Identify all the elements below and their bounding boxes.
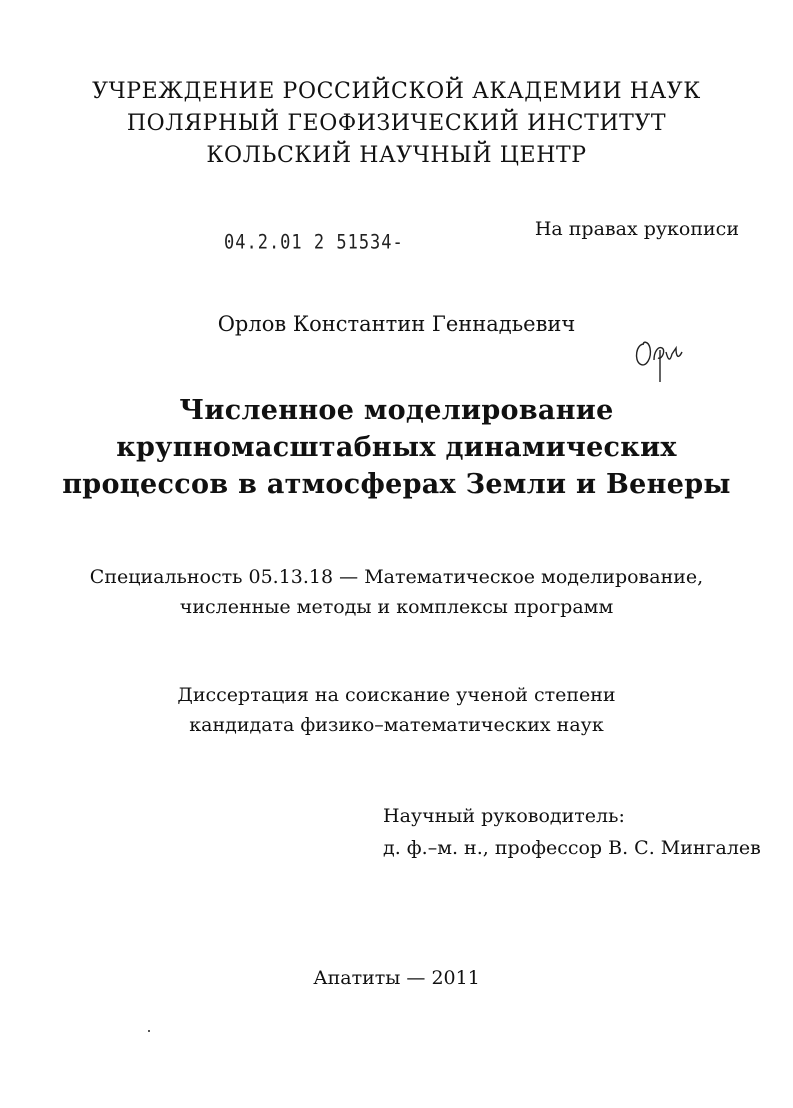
supervisor-name: д. ф.–м. н., профессор В. С. Мингалев bbox=[383, 837, 761, 859]
place-and-year: Апатиты — 2011 bbox=[313, 967, 480, 989]
rights-note: На правах рукописи bbox=[534, 218, 739, 240]
thesis-title-line-3: процессов в атмосферах Земли и Венеры bbox=[62, 469, 731, 500]
author-signature bbox=[632, 330, 692, 386]
supervisor-label: Научный руководитель: bbox=[383, 805, 625, 827]
institution-line-3: КОЛЬСКИЙ НАУЧНЫЙ ЦЕНТР bbox=[206, 143, 587, 168]
supervisor-block bbox=[383, 800, 761, 864]
thesis-title-line-2: крупномасштабных динамических bbox=[116, 432, 677, 463]
specialty-line-2: численные методы и комплексы программ bbox=[179, 596, 614, 618]
dissertation-line-2: кандидата физико–математических наук bbox=[189, 714, 604, 736]
dissertation-line-1: Диссертация на соискание ученой степени bbox=[177, 684, 616, 706]
thesis-title-line-1: Численное моделирование bbox=[179, 395, 614, 426]
institution-line-2: ПОЛЯРНЫЙ ГЕОФИЗИЧЕСКИЙ ИНСТИТУТ bbox=[126, 111, 667, 136]
library-stamp-number: 04.2.01 2 51534- bbox=[224, 231, 404, 254]
author-name: Орлов Константин Геннадьевич bbox=[217, 312, 576, 336]
specialty-line-1: Специальность 05.13.18 — Математическое моделирование, bbox=[89, 566, 704, 588]
institution-line-1: УЧРЕЖДЕНИЕ РОССИЙСКОЙ АКАДЕМИИ НАУК bbox=[92, 79, 701, 104]
scan-speck bbox=[148, 1030, 150, 1032]
